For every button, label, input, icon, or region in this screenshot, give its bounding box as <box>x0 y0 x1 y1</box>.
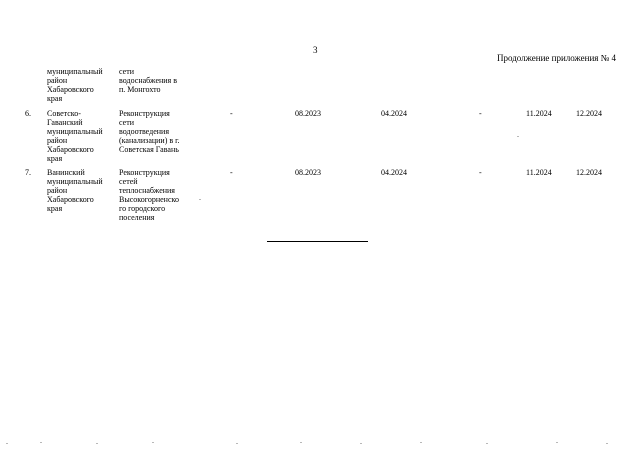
row-number: 7. <box>25 168 31 177</box>
object-cell: Реконструкция сети водоотведения (канализации) в г. Советская Гавань <box>119 109 180 154</box>
date-cell-2: 08.2023 <box>295 109 321 118</box>
date-cell-4: - <box>479 109 482 118</box>
page-number: 3 <box>313 45 318 55</box>
date-cell-5: 11.2024 <box>526 109 552 118</box>
date-cell-1: - <box>230 109 233 118</box>
closing-rule <box>267 241 368 242</box>
municipality-cell: муниципальный район Хабаровского края <box>47 67 103 103</box>
date-cell-2: 08.2023 <box>295 168 321 177</box>
date-cell-4: - <box>479 168 482 177</box>
date-cell-6: 12.2024 <box>576 168 602 177</box>
row-number: 6. <box>25 109 31 118</box>
municipality-cell: Ванинский муниципальный район Хабаровского края <box>47 168 103 213</box>
object-cell: Реконструкция сетей теплоснабжения Высокогорненско го городского поселения <box>119 168 179 222</box>
date-cell-3: 04.2024 <box>381 168 407 177</box>
date-cell-6: 12.2024 <box>576 109 602 118</box>
date-cell-3: 04.2024 <box>381 109 407 118</box>
municipality-cell: Советско- Гаванский муниципальный район Хабаровского края <box>47 109 103 163</box>
object-cell: сети водоснабжения в п. Монгохто <box>119 67 178 94</box>
date-cell-1: - <box>230 168 233 177</box>
appendix-note: Продолжение приложения № 4 <box>496 53 616 63</box>
date-cell-5: 11.2024 <box>526 168 552 177</box>
